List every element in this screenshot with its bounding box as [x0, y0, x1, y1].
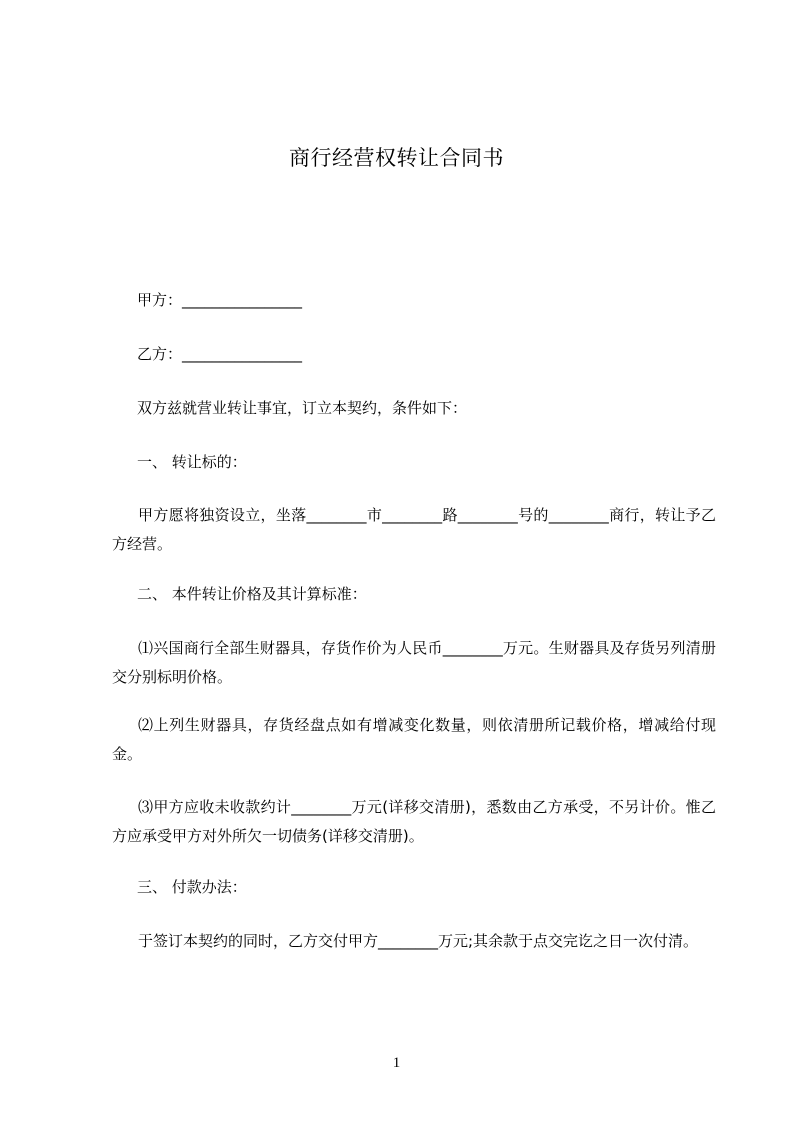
section-3-heading: 三、 付款办法：	[137, 878, 247, 896]
section-2-item-3: ⑶甲方应收未收款约计________万元(详移交清册)，悉数由乙方承受，不另计价。惟乙方应承受甲方对外所欠一切债务(详移交清册)。	[112, 798, 716, 845]
party-b-line: 乙方：________________	[137, 345, 303, 363]
party-a-line: 甲方：________________	[137, 291, 303, 309]
section-1-body: 甲方愿将独资设立，坐落________市________路________号的________商行，转让予乙方经营。	[112, 506, 716, 553]
document-title: 商行经营权转让合同书	[289, 146, 504, 170]
section-2-item-1: ⑴兴国商行全部生财器具，存货作价为人民币________万元。生财器具及存货另列清册交分别标明价格。	[112, 639, 716, 686]
section-2-item-2: ⑵上列生财器具，存货经盘点如有增减变化数量，则依清册所记载价格，增减给付现金。	[112, 716, 716, 763]
intro-paragraph: 双方兹就营业转让事宜，订立本契约，条件如下：	[137, 399, 468, 417]
section-2-heading: 二、 本件转让价格及其计算标准：	[137, 585, 367, 603]
section-3-body: 于签订本契约的同时，乙方交付甲方________万元;其余款于点交完讫之日一次付清。	[138, 932, 699, 950]
page-number: 1	[392, 1055, 401, 1071]
section-1-heading: 一、 转让标的：	[137, 453, 247, 471]
